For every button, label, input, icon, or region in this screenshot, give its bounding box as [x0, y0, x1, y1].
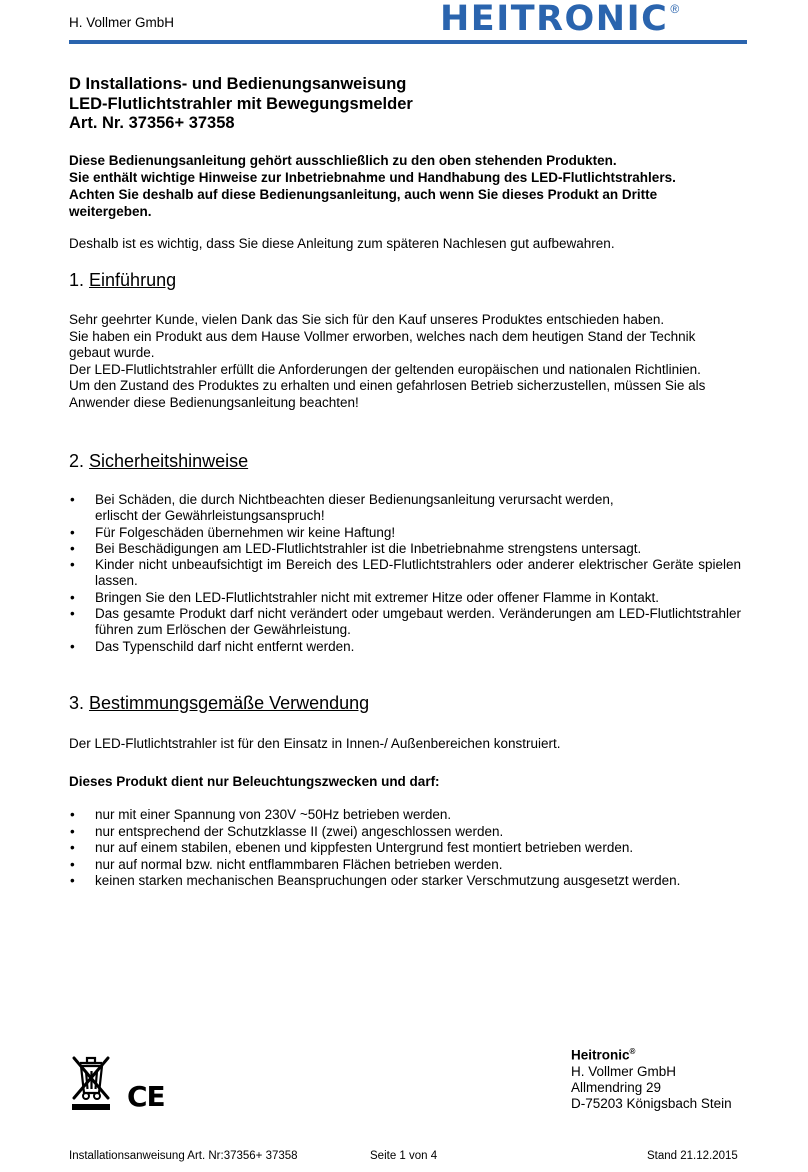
list-item-text: Bei Beschädigungen am LED-Flutlichtstrahler ist die Inbetriebnahme strengstens untersagt. [95, 540, 642, 556]
weee-bin-icon [70, 1053, 112, 1111]
bullet: • [70, 823, 75, 839]
logo-text: HEITRONIC [440, 0, 669, 39]
section-title: Sicherheitshinweise [89, 451, 249, 471]
footer-date: Stand 21.12.2015 [647, 1150, 738, 1162]
list-item [69, 840, 741, 857]
bullet: • [70, 540, 75, 556]
section-1-heading [69, 269, 176, 291]
bullet: • [70, 557, 75, 573]
list-item-text: Kinder nicht unbeaufsichtigt im Bereich des LED-Flutlichtstrahlers oder anderer elektrischer Geräte spielen lassen. [95, 557, 741, 589]
list-item [69, 492, 741, 525]
address-line: Allmendring 29 [571, 1079, 662, 1095]
address-brand-name: Heitronic [571, 1047, 630, 1063]
paragraph-line: Um den Zustand des Produktes zu erhalten und einen gefahrlosen Betrieb sicherzustellen, müssen Sie als [69, 378, 706, 394]
footer-document-ref: Installationsanweisung Art. Nr:37356+ 37358 [69, 1150, 298, 1162]
list-item-line: erlischt der Gewährleistungsanspruch! [95, 508, 325, 524]
list-item [69, 873, 741, 890]
paragraph-line: Der LED-Flutlichtstrahler erfüllt die Anforderungen der geltenden europäischen und nationalen Richtlinien. [69, 361, 701, 377]
intro-line: Sie enthält wichtige Hinweise zur Inbetriebnahme und Handhabung des LED-Flutlichtstrahlers. [69, 170, 676, 185]
section-title: Einführung [89, 270, 177, 290]
company-address [571, 1044, 732, 1112]
address-brand-reg: ® [629, 1047, 636, 1056]
paragraph-line: Sehr geehrter Kunde, vielen Dank das Sie sich für den Kauf unseres Produktes entschieden haben. [69, 312, 665, 327]
bullet: • [70, 492, 75, 507]
list-item-text: nur auf normal bzw. nicht entflammbaren Flächen betrieben werden. [95, 856, 503, 872]
footer-page-number: Seite 1 von 4 [370, 1150, 438, 1162]
list-item [69, 639, 741, 655]
list-item-text: keinen starken mechanischen Beanspruchungen oder starker Verschmutzung ausgesetzt werden. [95, 873, 681, 889]
bullet: • [70, 807, 75, 822]
list-item [69, 824, 741, 841]
intro-line: weitergeben. [69, 204, 152, 219]
list-item-text: Das gesamte Produkt darf nicht verändert oder umgebaut werden. Veränderungen am LED-Flutlichtstrahler führen zum Erlöschen der Gewährleistung. [95, 606, 741, 638]
list-item-text: nur entsprechend der Schutzklasse II (zwei) angeschlossen werden. [95, 823, 504, 839]
list-item [69, 525, 741, 541]
intro-line: Achten Sie deshalb auf diese Bedienungsanleitung, auch wenn Sie dieses Produkt an Dritte [69, 187, 658, 202]
document-title [69, 75, 413, 134]
bullet: • [70, 856, 75, 872]
usage-list [69, 807, 741, 890]
paragraph-line: Der LED-Flutlichtstrahler ist für den Einsatz in Innen-/ Außenbereichen konstruiert. [69, 736, 561, 751]
list-item-line: Bei Schäden, die durch Nichtbeachten dieser Bedienungsanleitung verursacht werden, [95, 492, 614, 507]
paragraph-line: Anwender diese Bedienungsanleitung beachten! [69, 394, 359, 410]
list-item [69, 541, 741, 557]
list-item [69, 857, 741, 874]
bullet: • [70, 840, 75, 856]
heitronic-logo [440, 1, 679, 37]
list-item [69, 606, 741, 639]
title-line: Art. Nr. 37356+ 37358 [69, 114, 235, 132]
paragraph-line: gebaut wurde. [69, 345, 155, 361]
bullet: • [70, 589, 75, 605]
ce-mark-text: CE [127, 1080, 165, 1113]
storage-note: Deshalb ist es wichtig, dass Sie diese Anleitung zum späteren Nachlesen gut aufbewahren. [69, 236, 615, 251]
paragraph-line: Sie haben ein Produkt aus dem Hause Vollmer erworben, welches nach dem heutigen Stand der Technik [69, 328, 696, 344]
address-line: D-75203 Königsbach Stein [571, 1095, 732, 1111]
list-item-text: Bringen Sie den LED-Flutlichtstrahler nicht mit extremer Hitze oder offener Flamme in Kontakt. [95, 589, 659, 605]
bullet: • [70, 524, 75, 540]
section-3-subheading: Dieses Produkt dient nur Beleuchtungszwecken und darf: [69, 774, 440, 789]
bullet: • [70, 873, 75, 889]
title-line: LED-Flutlichtstrahler mit Bewegungsmelder [69, 94, 413, 113]
ce-mark-icon [127, 1080, 165, 1113]
logo-registered-mark: ® [670, 2, 680, 16]
address-line: H. Vollmer GmbH [571, 1063, 677, 1079]
intro-line: Diese Bedienungsanleitung gehört ausschließlich zu den oben stehenden Produkten. [69, 153, 617, 168]
list-item [69, 557, 741, 590]
intro-text [69, 152, 749, 220]
list-item [69, 590, 741, 606]
section-number: 3. [69, 693, 85, 713]
list-item-text: Für Folgeschäden übernehmen wir keine Haftung! [95, 524, 396, 540]
list-item [69, 807, 741, 824]
bullet: • [70, 606, 75, 622]
section-1-text [69, 312, 749, 412]
header-rule [69, 40, 747, 44]
section-title: Bestimmungsgemäße Verwendung [89, 693, 370, 713]
address-brand [571, 1044, 732, 1064]
header-company: H. Vollmer GmbH [69, 15, 175, 30]
section-2-heading [69, 450, 248, 472]
list-item-text: nur auf einem stabilen, ebenen und kippfesten Untergrund fest montiert betrieben werden. [95, 840, 634, 856]
section-3-heading [69, 692, 369, 714]
safety-list [69, 492, 741, 655]
section-number: 1. [69, 270, 85, 290]
title-line: D Installations- und Bedienungsanweisung [69, 75, 407, 93]
bullet: • [70, 638, 75, 654]
section-3-text [69, 736, 749, 753]
list-item-text: nur mit einer Spannung von 230V ~50Hz betrieben werden. [95, 807, 452, 822]
section-number: 2. [69, 451, 85, 471]
list-item-text: Das Typenschild darf nicht entfernt werden. [95, 638, 355, 654]
